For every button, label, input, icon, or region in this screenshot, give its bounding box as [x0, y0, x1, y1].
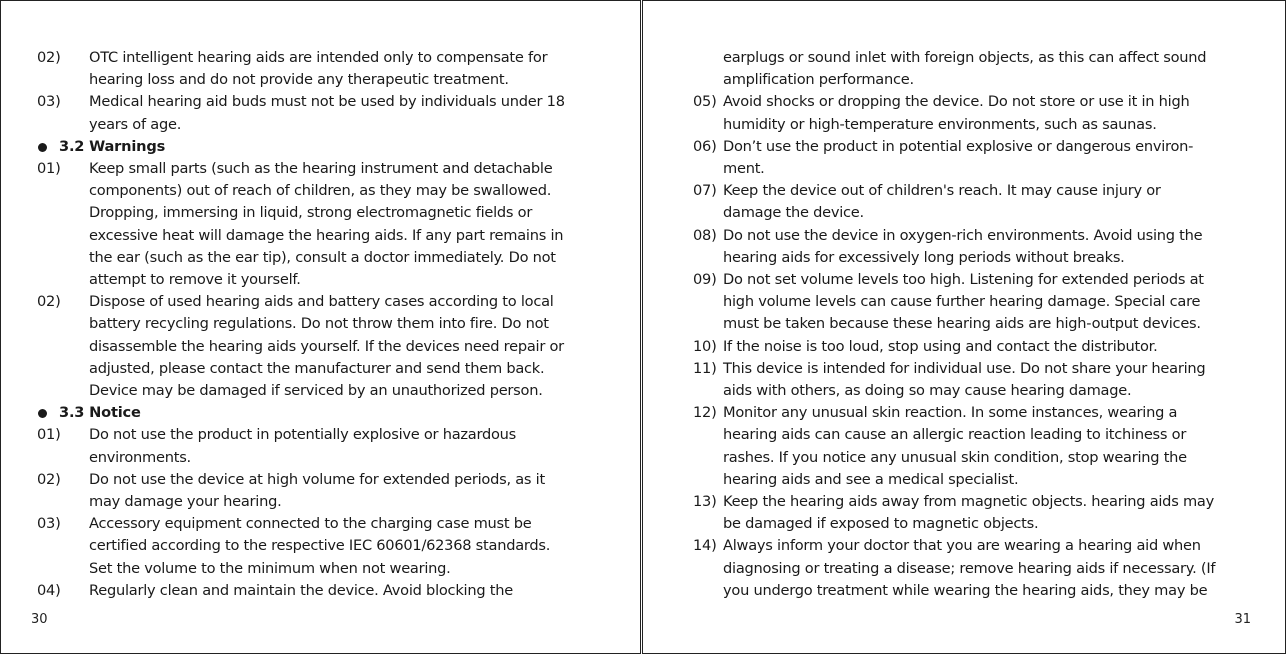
list-item-line: be damaged if exposed to magnetic objects. [723, 515, 1039, 533]
list-item [693, 535, 1259, 602]
list-item-line: aids with others, as doing so may cause hearing damage. [723, 382, 1132, 400]
list-item-line: disassemble the hearing aids yourself. If the devices need repair or [89, 337, 564, 355]
list-item-line: This device is intended for individual use. Do not share your hearing [723, 359, 1206, 377]
list-item [693, 491, 1259, 535]
list-item [693, 402, 1259, 491]
list-item-line: diagnosing or treating a disease; remove hearing aids if necessary. (If [723, 559, 1216, 577]
list-item-line: OTC intelligent hearing aids are intended only to compensate for [89, 49, 548, 66]
list-item [693, 269, 1259, 336]
list-item-line: environments. [89, 448, 191, 466]
section-heading [37, 136, 597, 158]
list-item-line: Keep the device out of children's reach. It may cause injury or [723, 182, 1161, 200]
bullet-dot-icon [38, 409, 47, 418]
list-item [693, 180, 1259, 224]
list-item-line: damage the device. [723, 204, 864, 222]
list-item-line: must be taken because these hearing aids are high-output devices. [723, 315, 1201, 333]
right-page [642, 0, 1286, 654]
list-item-line: Do not set volume levels too high. Listening for extended periods at [723, 271, 1204, 289]
list-item-line: the ear (such as the ear tip), consult a doctor immediately. Do not [89, 248, 556, 266]
list-item [693, 225, 1259, 269]
list-item-number: 13) [693, 493, 717, 511]
list-item-number: 02) [37, 470, 61, 488]
list-item-line: Always inform your doctor that you are wearing a hearing aid when [723, 537, 1201, 555]
list-item-number: 11) [693, 359, 717, 377]
list-item-number: 02) [37, 49, 61, 66]
section-heading-text: 3.3 Notice [59, 404, 141, 422]
list-item-number: 12) [693, 404, 717, 422]
list-item [693, 47, 1259, 91]
list-item [37, 91, 597, 135]
left-page-content [37, 47, 597, 602]
list-item [37, 158, 597, 291]
list-item-line: certified according to the respective IEC 60601/62368 standards. [89, 537, 551, 555]
list-item-line: Dispose of used hearing aids and battery cases according to local [89, 293, 554, 311]
list-item-number: 07) [693, 182, 717, 200]
list-item-number: 08) [693, 226, 717, 244]
list-item-line: Regularly clean and maintain the device. Avoid blocking the [89, 581, 513, 599]
list-item [37, 424, 597, 468]
list-item-number: 10) [693, 337, 717, 355]
list-item-line: hearing aids for excessively long periods without breaks. [723, 248, 1125, 266]
list-item-line: hearing aids and see a medical specialist. [723, 470, 1019, 488]
left-page-number: 30 [31, 612, 48, 627]
list-item-line: Keep small parts (such as the hearing instrument and detachable [89, 160, 553, 178]
list-item [693, 336, 1259, 358]
list-item-line: you undergo treatment while wearing the hearing aids, they may be [723, 581, 1208, 599]
list-item [37, 469, 597, 513]
list-item-number: 03) [37, 515, 61, 533]
list-item [693, 358, 1259, 402]
list-item [37, 513, 597, 580]
list-item-line: excessive heat will damage the hearing aids. If any part remains in [89, 226, 564, 244]
section-heading [37, 402, 597, 424]
list-item [693, 136, 1259, 180]
list-item-number: 14) [693, 537, 717, 555]
list-item-line: Accessory equipment connected to the charging case must be [89, 515, 532, 533]
list-item-line: Device may be damaged if serviced by an unauthorized person. [89, 382, 543, 400]
list-item-line: Set the volume to the minimum when not wearing. [89, 559, 451, 577]
list-item-line: adjusted, please contact the manufacturer and send them back. [89, 359, 545, 377]
list-item-line: ment. [723, 160, 765, 178]
list-item-line: Do not use the product in potentially explosive or hazardous [89, 426, 517, 444]
list-item-line: Avoid shocks or dropping the device. Do not store or use it in high [723, 93, 1190, 111]
list-item-line: amplification performance. [723, 71, 914, 89]
list-item-number: 06) [693, 137, 717, 155]
list-item [37, 47, 597, 91]
list-item-line: rashes. If you notice any unusual skin condition, stop wearing the [723, 448, 1187, 466]
bullet-dot-icon [38, 143, 47, 152]
list-item [37, 291, 597, 402]
right-page-content [693, 47, 1259, 602]
list-item-line: Do not use the device in oxygen-rich environments. Avoid using the [723, 226, 1203, 244]
list-item-line: humidity or high-temperature environments, such as saunas. [723, 115, 1157, 133]
list-item-number: 05) [693, 93, 717, 111]
list-item-number: 01) [37, 426, 61, 444]
list-item-line: Monitor any unusual skin reaction. In some instances, wearing a [723, 404, 1178, 422]
list-item-line: hearing aids can cause an allergic reaction leading to itchiness or [723, 426, 1187, 444]
list-item-line: years of age. [89, 115, 182, 133]
list-item-line: components) out of reach of children, as they may be swallowed. [89, 182, 552, 200]
list-item-number: 04) [37, 581, 61, 599]
list-item-line: If the noise is too loud, stop using and contact the distributor. [723, 337, 1158, 355]
section-heading-text: 3.2 Warnings [59, 137, 166, 155]
list-item-line: Keep the hearing aids away from magnetic objects. hearing aids may [723, 493, 1214, 511]
list-item-line: Don’t use the product in potential explosive or dangerous environ- [723, 137, 1194, 155]
list-item-number: 01) [37, 160, 61, 178]
list-item-line: may damage your hearing. [89, 493, 282, 511]
list-item-number: 02) [37, 293, 61, 311]
list-item-line: Dropping, immersing in liquid, strong electromagnetic fields or [89, 204, 533, 222]
list-item [37, 580, 597, 602]
list-item [693, 91, 1259, 135]
list-item-line: hearing loss and do not provide any therapeutic treatment. [89, 71, 509, 89]
list-item-line: Do not use the device at high volume for extended periods, as it [89, 470, 545, 488]
list-item-number: 03) [37, 93, 61, 111]
list-item-number: 09) [693, 271, 717, 289]
list-item-line: high volume levels can cause further hearing damage. Special care [723, 293, 1201, 311]
left-page [0, 0, 641, 654]
list-item-line: attempt to remove it yourself. [89, 271, 301, 289]
list-item-line: battery recycling regulations. Do not throw them into fire. Do not [89, 315, 549, 333]
right-page-number: 31 [1234, 612, 1251, 627]
list-item-line: earplugs or sound inlet with foreign objects, as this can affect sound [723, 49, 1207, 66]
list-item-line: Medical hearing aid buds must not be used by individuals under 18 [89, 93, 565, 111]
